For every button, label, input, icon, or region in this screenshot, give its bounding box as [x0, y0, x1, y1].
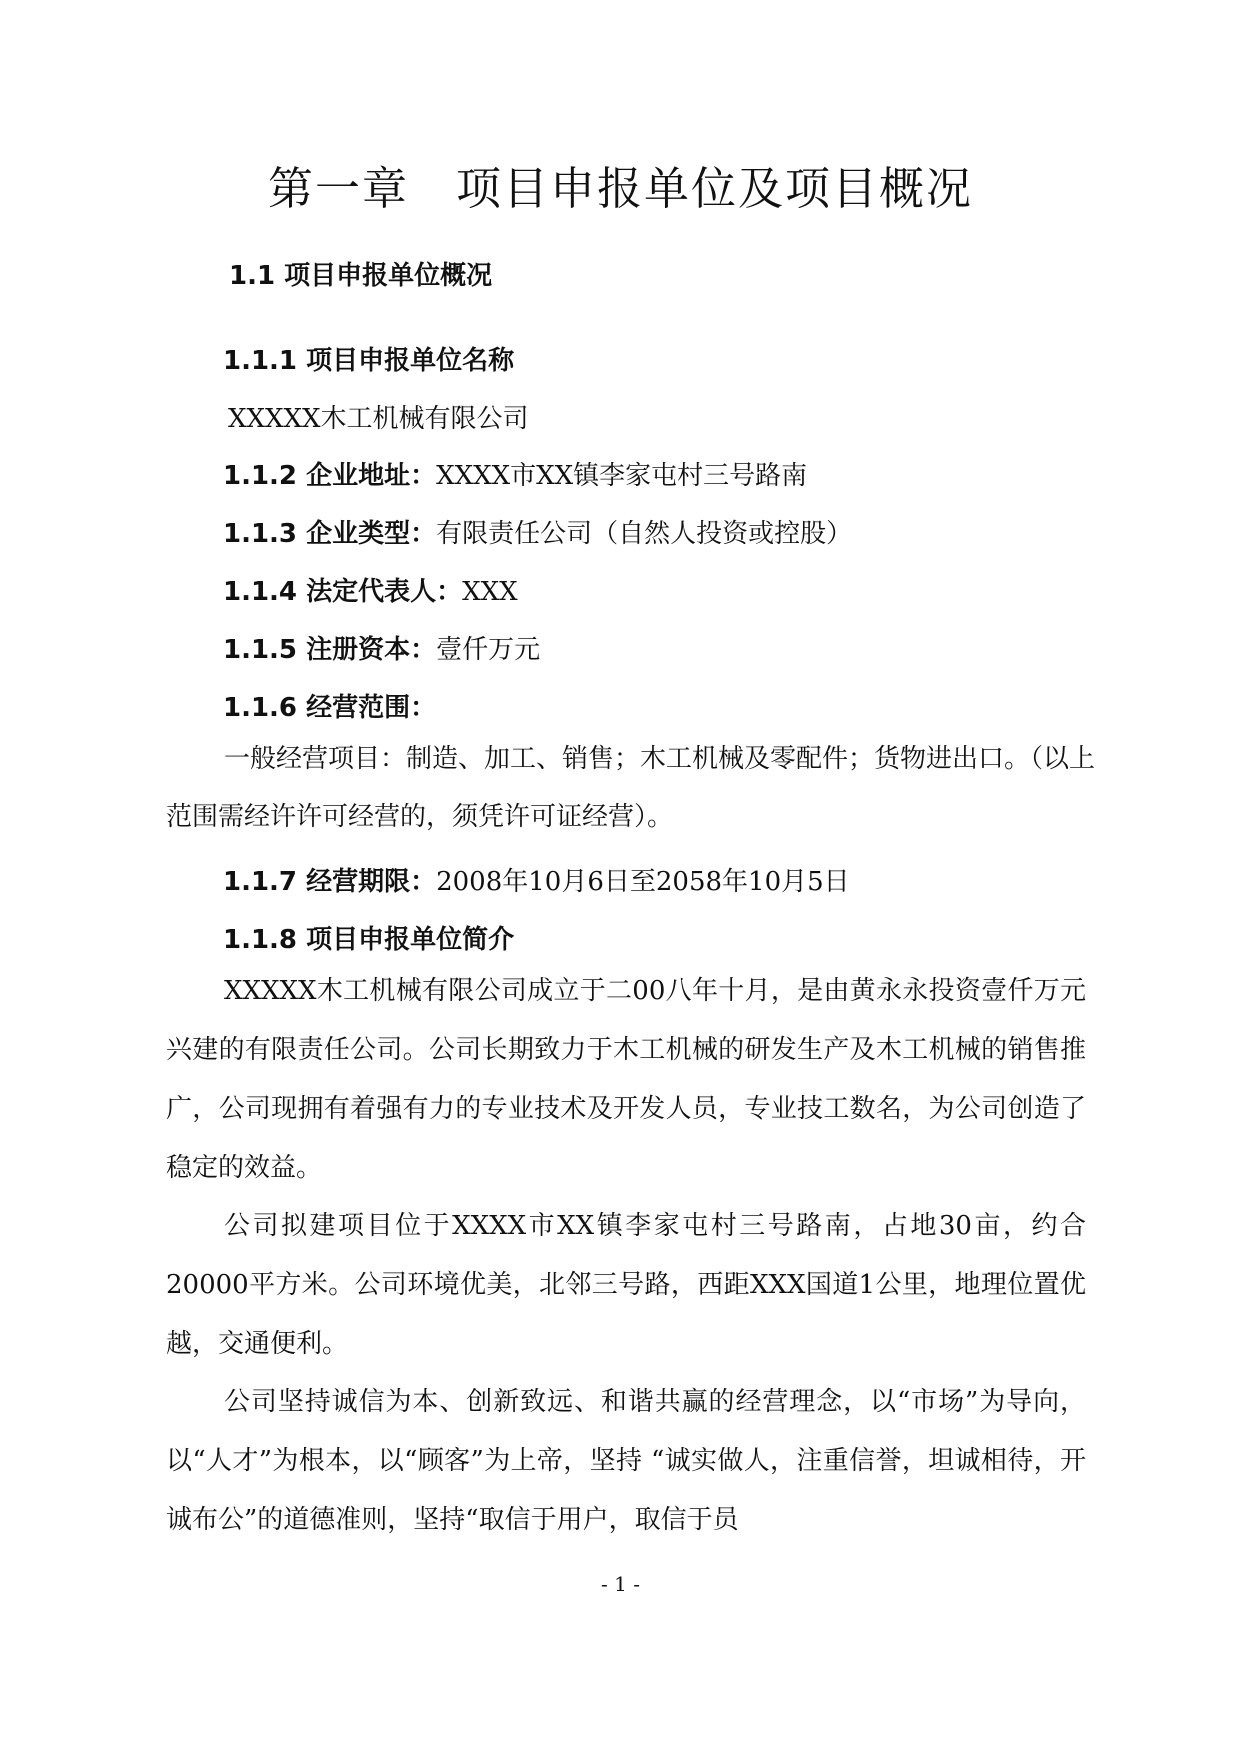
- representative-value: XXX: [462, 577, 518, 607]
- representative-label: 1.1.4 法定代表人：: [223, 577, 463, 607]
- name-heading-text: 1.1.1 项目申报单位名称: [223, 346, 515, 376]
- chapter-title: 第一章 项目申报单位及项目概况: [267, 162, 973, 215]
- term-line: [223, 861, 850, 898]
- section-heading: 1.1 项目申报单位概况: [229, 261, 493, 291]
- capital-line: [223, 629, 540, 666]
- address-label: 1.1.2 企业地址：: [223, 461, 437, 491]
- capital-label: 1.1.5 注册资本：: [223, 635, 437, 665]
- representative-line: [223, 571, 518, 608]
- name-heading: [223, 340, 514, 377]
- page-number: - 1 -: [601, 1572, 640, 1596]
- term-value: 2008年10月6日至2058年10月5日: [436, 867, 850, 897]
- intro-heading: [223, 919, 514, 956]
- type-label: 1.1.3 企业类型：: [223, 519, 437, 549]
- intro-paragraph-3: 公司坚持诚信为本、创新致远、和谐共赢的经营理念，以“市场”为导向，以“人才”为根本，以“顾客”为上帝，坚持 “诚实做人，注重信誉，坦诚相待，开诚布公”的道德准则，坚持“取信于用户，取信于员: [166, 1387, 1086, 1535]
- address-value: XXXX市XX镇李家屯村三号路南: [436, 461, 808, 491]
- term-label: 1.1.7 经营期限：: [223, 867, 437, 897]
- scope-label: 1.1.6 经营范围：: [223, 693, 437, 723]
- intro-heading-text: 1.1.8 项目申报单位简介: [223, 925, 515, 955]
- intro-paragraph-2: 公司拟建项目位于XXXX市XX镇李家屯村三号路南，占地30亩，约合20000平方米。公司环境优美，北邻三号路，西距XXX国道1公里，地理位置优越，交通便利。: [166, 1211, 1086, 1359]
- capital-value: 壹仟万元: [436, 635, 541, 665]
- address-line: [223, 455, 807, 492]
- scope-text: 一般经营项目：制造、加工、销售；木工机械及零配件；货物进出口。（以上范围需经许许可经营的，须凭许可证经营）。: [166, 744, 1096, 832]
- type-value: 有限责任公司（自然人投资或控股）: [436, 519, 853, 549]
- scope-heading: [223, 687, 436, 724]
- company-name: XXXXX木工机械有限公司: [228, 404, 529, 434]
- type-line: [223, 513, 852, 550]
- intro-paragraph-1: XXXXX木工机械有限公司成立于二00八年十月，是由黄永永投资壹仟万元兴建的有限责任公司。公司长期致力于木工机械的研发生产及木工机械的销售推广，公司现拥有着强有力的专业技术及开发人员，专业技工数名，为公司创造了稳定的效益。: [166, 976, 1086, 1183]
